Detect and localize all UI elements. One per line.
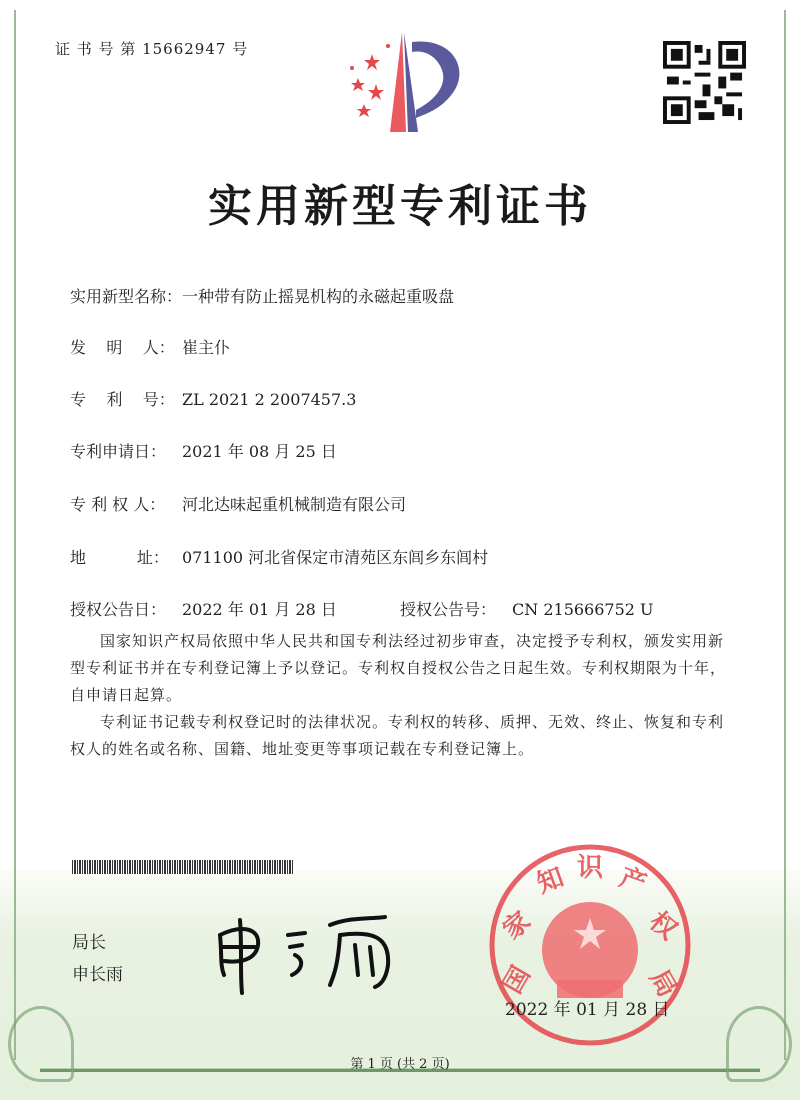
field-label: 专 利 权 人： [70, 495, 166, 514]
field-value: 2022 年 01 月 28 日 [182, 600, 337, 619]
field-application-date [70, 439, 337, 462]
svg-text:识: 识 [577, 853, 604, 883]
field-label: 授权公告日： [70, 600, 167, 619]
field-value: ZL 2021 2 2007457.3 [182, 390, 357, 409]
paragraph-legal-status: 专利证书记载专利权登记时的法律状况。专利权的转移、质押、无效、终止、恢复和专利权人的姓名或名称、国籍、地址变更等事项记载在专利登记簿上。 [70, 713, 725, 758]
svg-text:家: 家 [497, 906, 537, 946]
field-value: 一种带有防止摇晃机构的永磁起重吸盘 [182, 287, 455, 306]
svg-text:产: 产 [615, 862, 651, 900]
field-patentee [70, 492, 406, 515]
field-address [70, 545, 488, 568]
field-patent-number [70, 387, 356, 410]
cnipa-logo-icon [330, 32, 470, 132]
page-indicator: 第 1 页 (共 2 页) [350, 1057, 450, 1072]
svg-text:国: 国 [497, 961, 537, 999]
border-left [14, 10, 16, 1060]
signatory-title: 局长 [72, 933, 106, 953]
field-label: 专 利 号： [70, 390, 175, 409]
handwritten-signature [210, 905, 410, 995]
border-right [784, 10, 786, 1060]
paragraph-grant: 国家知识产权局依照中华人民共和国专利法经过初步审查，决定授予专利权，颁发实用新型专利证书并在专利登记簿上予以登记。专利权自授权公告之日起生效。专利权期限为十年，自申请日起算。 [70, 632, 727, 704]
field-value: 河北达味起重机械制造有限公司 [182, 495, 407, 514]
field-label: 专利申请日： [70, 442, 167, 461]
field-announcement-number [400, 597, 654, 620]
svg-text:局: 局 [643, 964, 683, 1003]
field-label: 发 明 人： [70, 338, 175, 357]
field-label: 授权公告号： [400, 600, 497, 619]
barcode [72, 860, 294, 874]
svg-text:权: 权 [643, 906, 683, 947]
field-value: 2021 年 08 月 25 日 [182, 442, 337, 461]
field-value: CN 215666752 U [512, 600, 654, 619]
field-label: 实用新型名称： [70, 287, 183, 306]
svg-text:知: 知 [533, 862, 568, 900]
field-label: 地 址： [70, 548, 169, 567]
field-grant-date [70, 597, 337, 620]
field-value: 崔主仆 [182, 338, 231, 357]
qr-code [663, 40, 746, 125]
document-title: 实用新型专利证书 [208, 181, 592, 232]
signatory-name: 申长雨 [72, 965, 123, 985]
seal-date: 2022 年 01 月 28 日 [505, 1000, 670, 1020]
field-utility-model-name [70, 284, 454, 307]
field-value: 071100 河北省保定市清苑区东闾乡东闾村 [182, 548, 489, 567]
field-inventor [70, 335, 230, 358]
certificate-number: 证 书 号 第 15662947 号 [55, 40, 249, 58]
